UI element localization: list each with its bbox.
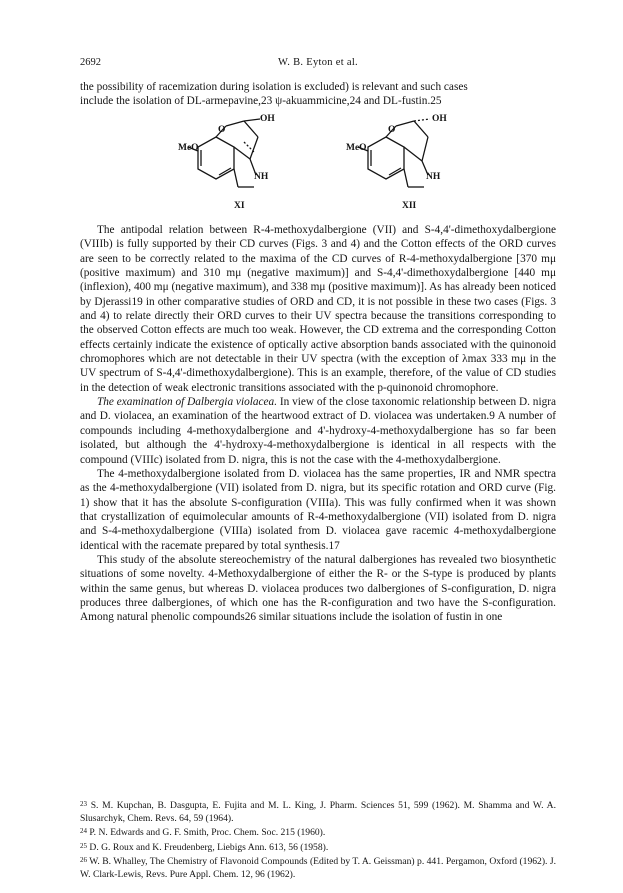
body-text (80, 223, 556, 625)
hydroxyl-label-left: OH (260, 114, 275, 124)
amine-label-left: NH (254, 172, 269, 182)
paragraph-3: The 4-methoxydalbergione isolated from D. violacea has the same properties, IR and NMR spectra as the 4-methoxydalbergione (VII) isolated from D. nigra, but its specific rotation and ORD curve (Fig. 1) show that it has the absolute S-configuration (VIIIa). This was fully confirmed when it was shown that crystallization of equimolecular amounts of R-4-methoxydalbergione (VII) isolated from D. nigra and S-4-methoxydalbergione (VIIIa) isolated from D. violacea gave racemic 4-methoxydalbergione identical with the racemate prepared by total synthesis.17 (80, 467, 556, 552)
footnote-references (80, 798, 556, 882)
methoxy-label-left: MeO (178, 143, 199, 153)
oxygen-label-left: O (218, 125, 226, 135)
methoxy-label-right: MeO (346, 143, 367, 153)
amine-label-right: NH (426, 172, 441, 182)
reference-23: $^{23}$ S. M. Kupchan, B. Dasgupta, E. Fujita and M. L. King, J. Pharm. Sciences 51, 599 (1962). M. Shamma and W. A. Slusarchyk, Chem. Revs. 64, 59 (1964). (80, 800, 557, 824)
hydroxyl-label-right: OH (432, 114, 447, 124)
intro-line-1: the possibility of racemization during isolation is excluded) is relevant and such cases (80, 81, 468, 93)
intro-text (80, 80, 556, 109)
chemical-structures-figure (176, 114, 466, 217)
section-heading: The examination of Dalbergia violacea. (97, 396, 278, 409)
paragraph-2-text: In view of the close taxonomic relationship between D. nigra and D. violacea, an examination of the heartwood extract of D. violacea was undertaken.9 A number of compounds including 4-methoxydalbergione and 4'-hydroxy-4-methoxydalbergione has so far been isolated, but although the 4'-hydroxy-4-methoxydalbergione is identical in all respects with the compound (VIIIc) isolated from D. nigra, this is not the case with the 4-methoxydalbergione. (80, 396, 557, 466)
paragraph-1: The antipodal relation between R-4-methoxydalbergione (VII) and S-4,4'-dimethoxydalbergione (VIIIb) is fully supported by their CD curves (Figs. 3 and 4) and the Cotton effects of the ORD curves are seen to be correctly related to the maxima of the CD curves of R-4-methoxydalbergione [370 mμ (positive maximum) and 310 mμ (negative maximum)] and S-4,4'-dimethoxydalbergione [440 mμ (inflexion), 400 mμ (negative maximum), and 338 mμ (positive maximum)]. As has already been noticed by Djerassi19 in other comparative studies of ORD and CD, it is not possible in these two cases (Figs. 3 and 4) to relate directly their ORD curves to their UV spectra because the transitions corresponding to the observed Cotton effects are much too weak. However, the CD extrema and the corresponding Cotton effects certainly indicate the existence of optically active absorption bands associated with the quinonoid chromophores which are not detectable in their UV spectra (with the exception of λmax 333 mμ in the UV spectrum of S-4,4'-dimethoxydalbergione). This is an example, therefore, of the value of CD studies in the detection of weak electronic transitions associated with the p-quinonoid chromophore. (80, 224, 556, 394)
oxygen-label-right: O (388, 125, 396, 135)
intro-line-2: include the isolation of DL-armepavine,23 ψ-akuammicine,24 and DL-fustin.25 (80, 95, 442, 108)
page-header (80, 57, 556, 71)
reference-24: $^{24}$ P. N. Edwards and G. F. Smith, Proc. Chem. Soc. 215 (1960). (80, 827, 326, 839)
paragraph-4: This study of the absolute stereochemistry of the natural dalbergiones has revealed two biosynthetic situations of some novelty. 4-Methoxydalbergione of either the R- or the S-type is produced by plants within the same genus, but whereas D. violacea produces two dalbergiones of S-configuration, D. nigra produces three dalbergiones, of which one has the R-configuration and two have the S-configuration. Among natural phenolic compounds26 similar situations include the isolation of fustin in one (80, 553, 556, 624)
paragraph-2 (80, 395, 556, 467)
running-head: W. B. Eyton et al. (278, 57, 358, 68)
reference-26: $^{26}$ W. B. Whalley, The Chemistry of Flavonoid Compounds (Edited by T. A. Geissman) p. 441. Pergamon, Oxford (1962). J. W. Clark-Lewis, Revs. Pure Appl. Chem. 12, 96 (1962). (80, 856, 556, 880)
page-number: 2692 (80, 57, 101, 68)
structure-label-xi: XI (234, 201, 245, 211)
reference-25: $^{25}$ D. G. Roux and K. Freudenberg, Liebigs Ann. 613, 56 (1958). (80, 841, 329, 853)
structure-label-xii: XII (402, 201, 417, 211)
